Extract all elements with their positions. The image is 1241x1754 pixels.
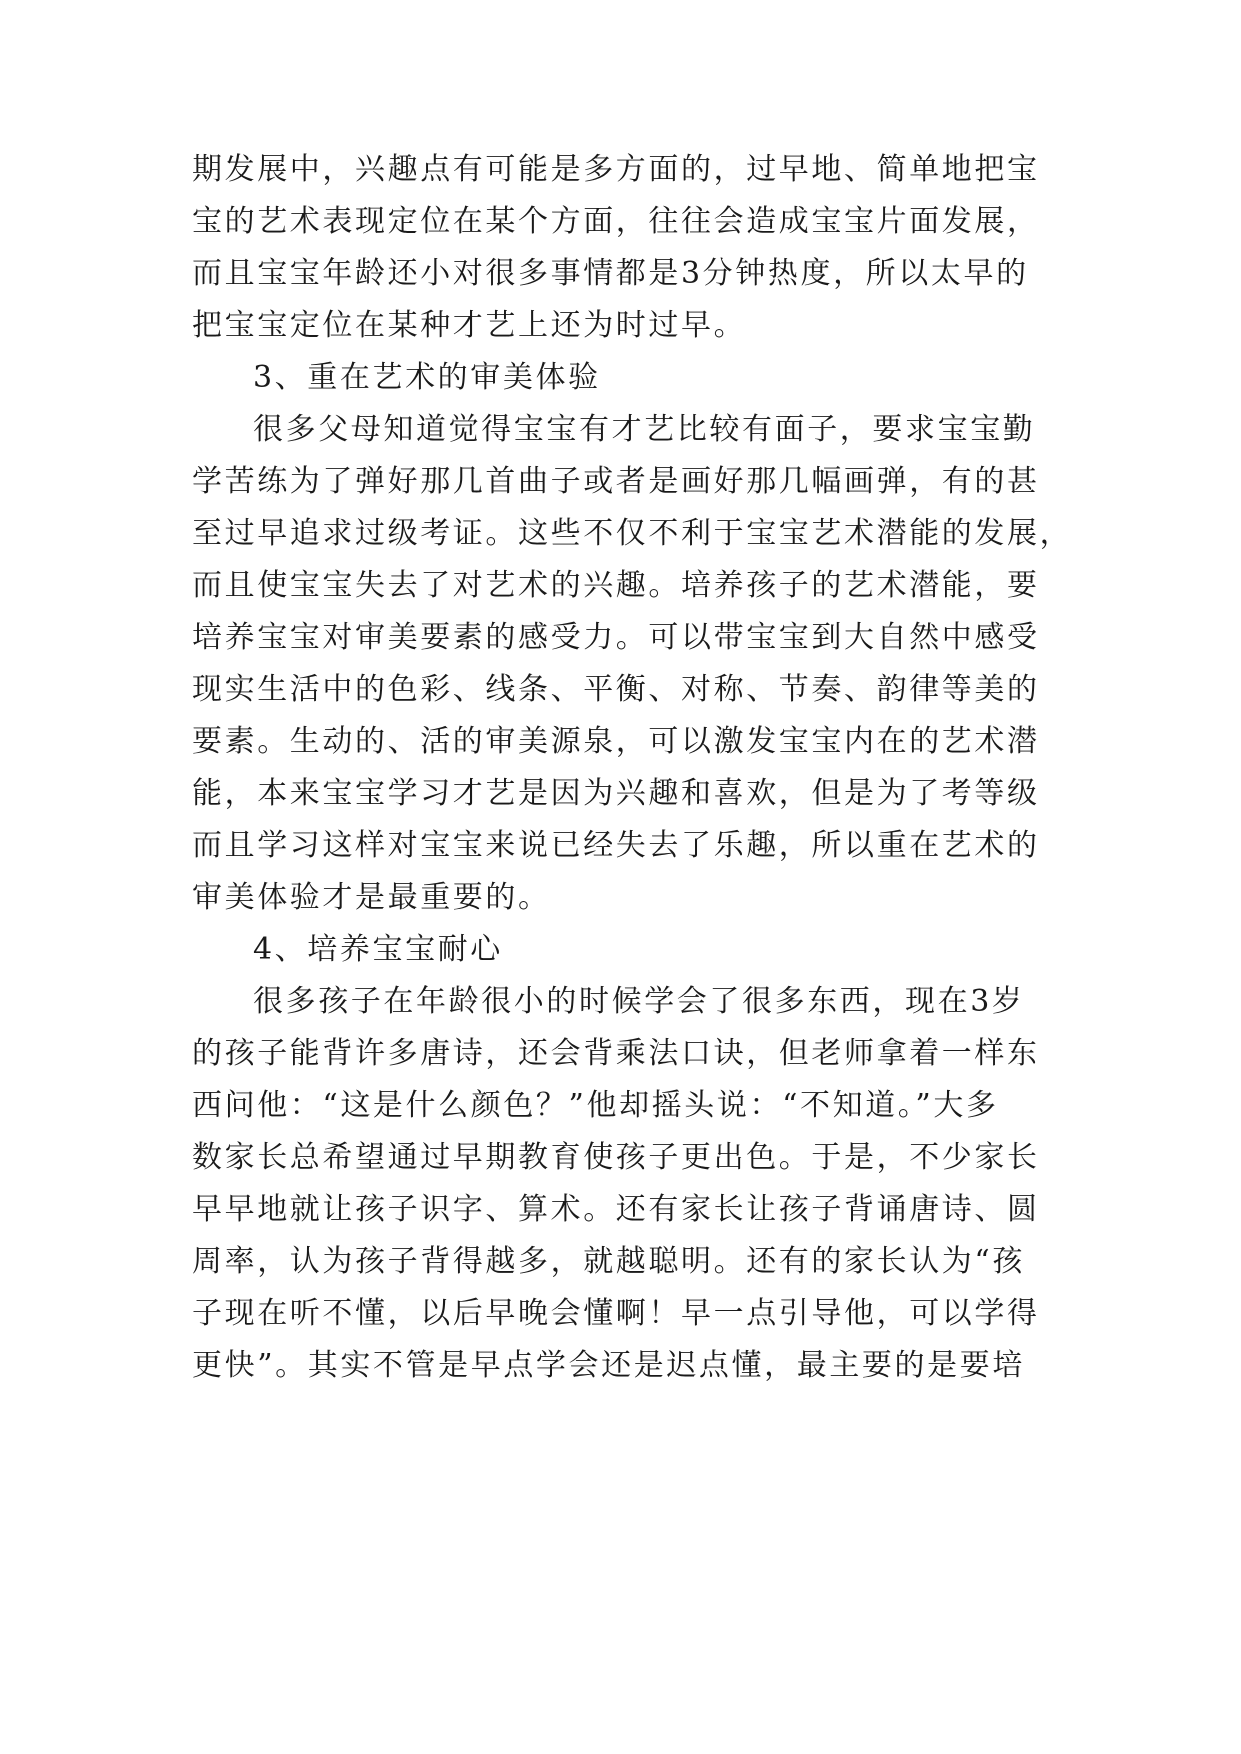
text-line: 早早地就让孩子识字、算术。还有家长让孩子背诵唐诗、圆: [192, 1192, 1040, 1227]
text-line: 很多父母知道觉得宝宝有才艺比较有面子，要求宝宝勤: [253, 412, 1036, 447]
text-line: 的孩子能背许多唐诗，还会背乘法口诀，但老师拿着一样东: [192, 1036, 1040, 1071]
text-line: 而且宝宝年龄还小对很多事情都是3分钟热度，所以太早的: [192, 256, 1029, 291]
text-line: 宝的艺术表现定位在某个方面，往往会造成宝宝片面发展，: [192, 204, 1040, 239]
text-line: 至过早追求过级考证。这些不仅不利于宝宝艺术潜能的发展，: [192, 516, 1073, 551]
text-line: 学苦练为了弹好那几首曲子或者是画好那几幅画弹，有的甚: [192, 464, 1040, 499]
text-line: 要素。生动的、活的审美源泉，可以激发宝宝内在的艺术潜: [192, 724, 1040, 759]
text-line: 子现在听不懂，以后早晚会懂啊！早一点引导他，可以学得: [192, 1296, 1040, 1331]
text-line: 而且使宝宝失去了对艺术的兴趣。培养孩子的艺术潜能，要: [192, 568, 1040, 603]
text-line: 周率，认为孩子背得越多，就越聪明。还有的家长认为“孩: [192, 1244, 1025, 1279]
section-heading: 4、培养宝宝耐心: [253, 932, 503, 967]
text-line: 审美体验才是最重要的。: [192, 880, 551, 915]
text-line: 数家长总希望通过早期教育使孩子更出色。于是，不少家长: [192, 1140, 1040, 1175]
text-line: 把宝宝定位在某种才艺上还为时过早。: [192, 308, 747, 343]
text-line: 现实生活中的色彩、线条、平衡、对称、节奏、韵律等美的: [192, 672, 1040, 707]
text-line: 培养宝宝对审美要素的感受力。可以带宝宝到大自然中感受: [192, 620, 1040, 655]
text-line: 更快”。其实不管是早点学会还是迟点懂，最主要的是要培: [192, 1348, 1025, 1383]
text-line: 很多孩子在年龄很小的时候学会了很多东西，现在3岁: [253, 984, 1025, 1019]
text-line: 而且学习这样对宝宝来说已经失去了乐趣，所以重在艺术的: [192, 828, 1040, 863]
text-line: 西问他：“这是什么颜色？”他却摇头说：“不知道。”大多: [192, 1088, 999, 1123]
section-heading: 3、重在艺术的审美体验: [253, 360, 601, 395]
text-line: 期发展中，兴趣点有可能是多方面的，过早地、简单地把宝: [192, 152, 1040, 187]
text-line: 能，本来宝宝学习才艺是因为兴趣和喜欢，但是为了考等级: [192, 776, 1040, 811]
